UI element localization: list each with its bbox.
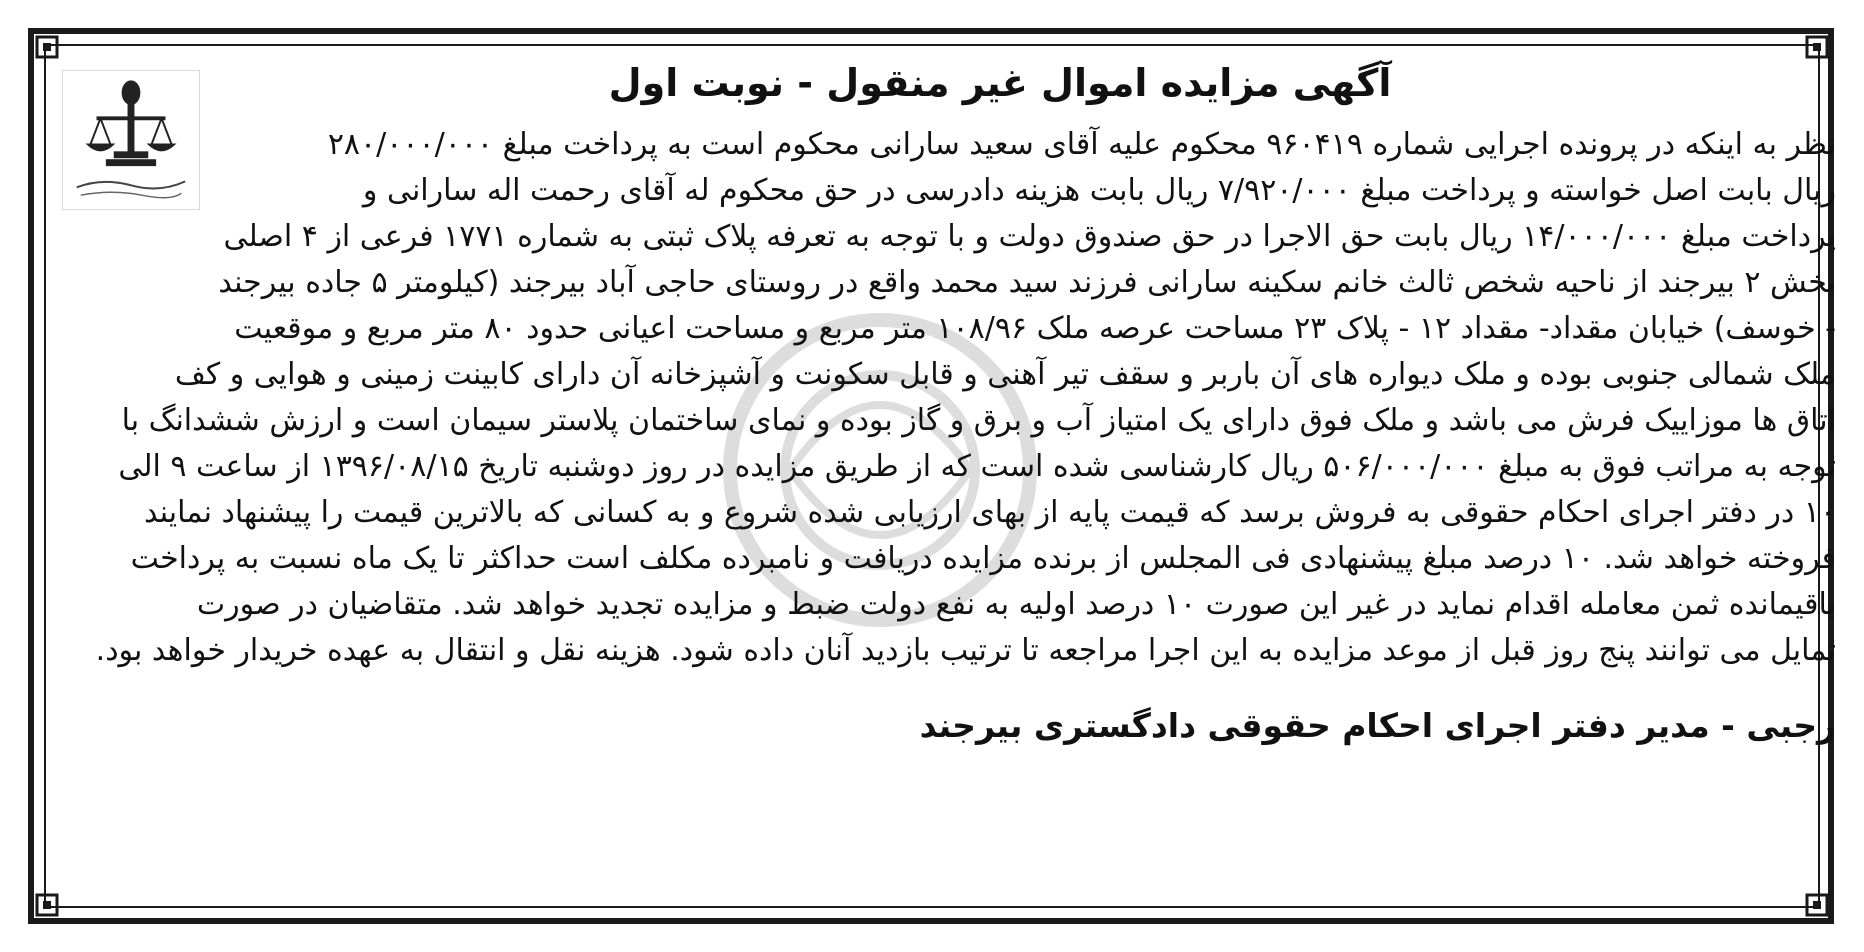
- corner-ornament-icon: [1804, 892, 1830, 918]
- corner-ornament-icon: [34, 34, 60, 60]
- notice-line: توجه به مراتب فوق به مبلغ ۵۰۶/۰۰۰/۰۰۰ ریال کارشناسی شده است که از طریق مزایده در روز دوشنبه تاریخ ۱۳۹۶/۰۸/۱۵ از ساعت ۹ الی: [118, 449, 1836, 484]
- notice-line: بخش ۲ بیرجند از ناحیه شخص ثالث خانم سکینه سارانی فرزند سید محمد واقع در روستای حاجی آباد بیرجند (کیلومتر ۵ جاده بیرجند: [218, 265, 1836, 300]
- corner-ornament-icon: [1804, 34, 1830, 60]
- notice-title: آگهی مزایده اموال غیر منقول - نوبت اول: [608, 61, 1392, 105]
- notice-line: پرداخت مبلغ ۱۴/۰۰۰/۰۰۰ ریال بابت حق الاجرا در حق صندوق دولت و با توجه به تعرفه پلاک ثبتی به شماره ۱۷۷۱ فرعی از ۴ اصلی: [223, 219, 1836, 254]
- notice-line: ملک شمالی جنوبی بوده و ملک دیواره های آن باربر و سقف تیر آهنی و قابل سکونت و آشپزخانه آن دارای کابینت زمینی و هوایی و کف: [174, 357, 1836, 392]
- signature: رجبی - مدیر دفتر اجرای احکام حقوقی دادگستری بیرجند: [919, 706, 1836, 745]
- notice-body: [52, 122, 1836, 842]
- notice-line: ریال بابت اصل خواسته و پرداخت مبلغ ۷/۹۲۰/۰۰۰ ریال بابت هزینه دادرسی در حق محکوم له آقای رحمت اله سارانی و: [362, 173, 1836, 208]
- notice-line: اتاق ها موزاییک فرش می باشد و ملک فوق دارای یک امتیاز آب و برق و گاز بوده و نمای ساختمان پلاستر سیمان است و ارزش ششدانگ با: [121, 403, 1836, 438]
- notice-line: ۱۰ در دفتر اجرای احکام حقوقی به فروش برسد که قیمت پایه از بهای ارزیابی شده شروع و به کسانی که بالاترین قیمت را پیشنهاد نمایند: [144, 495, 1836, 530]
- notice-line: نظر به اینکه در پرونده اجرایی شماره ۹۶۰۴۱۹ محکوم علیه آقای سعید سارانی محکوم است به پرداخت مبلغ ۲۸۰/۰۰۰/۰۰۰: [327, 127, 1836, 162]
- notice-line: فروخته خواهد شد. ۱۰ درصد مبلغ پیشنهادی فی المجلس از برنده مزایده دریافت و نامبرده مکلف است حداکثر تا یک ماه نسبت به پرداخت: [130, 541, 1836, 576]
- notice-line: تمایل می توانند پنج روز قبل از موعد مزایده به این اجرا مراجعه تا ترتیب بازدید آنان داده شود. هزینه نقل و انتقال به عهده خریدار خواهد بود.: [95, 633, 1836, 668]
- corner-ornament-icon: [34, 892, 60, 918]
- notice-line: باقیمانده ثمن معامله اقدام نماید در غیر این صورت ۱۰ درصد اولیه به نفع دولت ضبط و مزایده تجدید خواهد شد. متقاضیان در صورت: [196, 587, 1836, 622]
- notice-line: - خوسف) خیابان مقداد- مقداد ۱۲ - پلاک ۲۳ مساحت عرصه ملک ۱۰۸/۹۶ متر مربع و مساحت اعیانی حدود ۸۰ متر مربع و موقعیت: [234, 311, 1836, 346]
